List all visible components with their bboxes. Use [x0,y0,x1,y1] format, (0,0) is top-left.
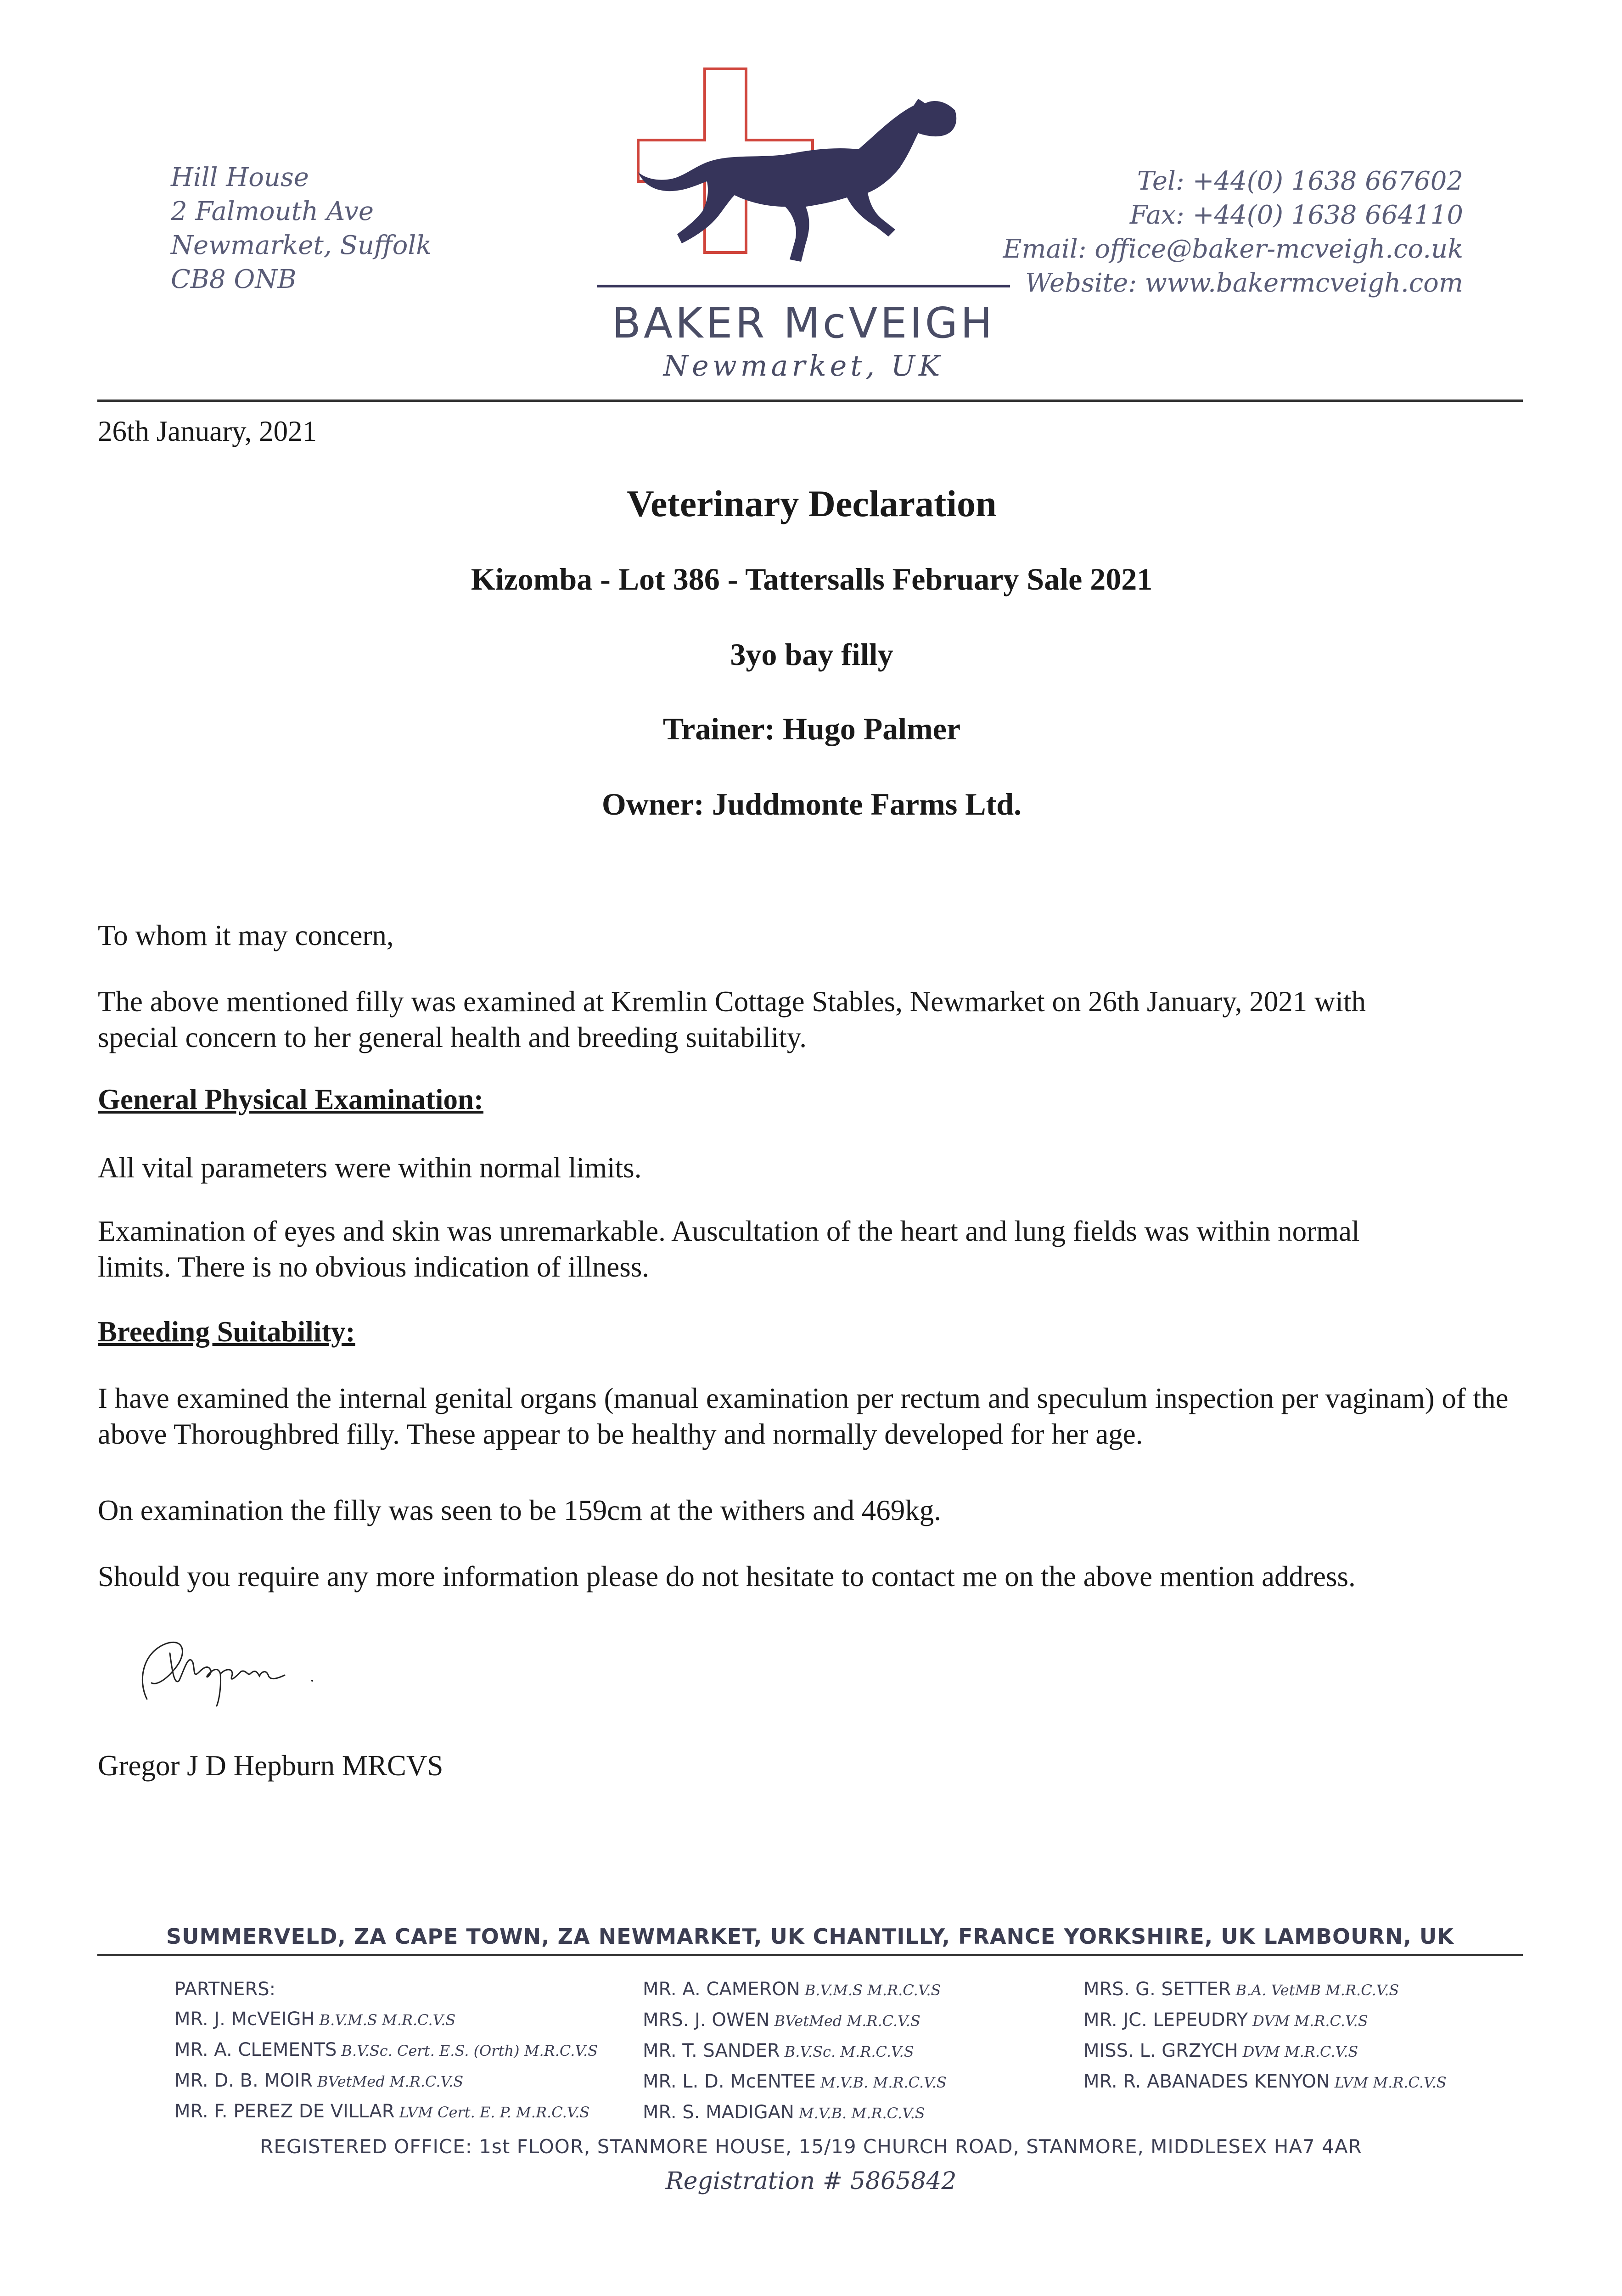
partner-entry [643,2036,947,2067]
partner-name: MR. S. MADIGAN [643,2102,794,2123]
partner-quals: BVetMed M.R.C.V.S [317,2073,464,2090]
partner-quals: M.V.B. M.R.C.V.S [820,2074,947,2091]
location-item: YORKSHIRE, UK [1064,1924,1256,1949]
partner-entry [174,2097,598,2127]
registered-office: REGISTERED OFFICE: 1st FLOOR, STANMORE HOUSE, 15/19 CHURCH ROAD, STANMORE, MIDDLESEX HA7 4AR [260,2135,1362,2158]
partner-name: MR. A. CLEMENTS [174,2039,337,2060]
partner-name: MR. D. B. MOIR [174,2070,313,2091]
partners-column-3 [1083,1975,1447,2098]
partner-name: MISS. L. GRZYCH [1083,2040,1238,2061]
phone-line: Tel: +44(0) 1638 667602 [1137,166,1463,196]
registration-number: Registration # 5865842 [665,2167,957,2195]
partner-entry [1083,2036,1447,2067]
partner-entry [643,2067,947,2098]
partner-name: MR. T. SANDER [643,2040,780,2061]
partner-entry [1083,1975,1447,2005]
signature [119,1626,331,1717]
partner-entry [643,1975,947,2005]
partner-entry [1083,2067,1447,2098]
partners-column-2 [643,1975,947,2128]
partner-entry [643,2005,947,2036]
brand-name: BAKER McVEIGH [612,298,995,348]
partner-entry [643,2098,947,2128]
partner-quals: B.V.Sc. Cert. E.S. (Orth) M.R.C.V.S [341,2042,598,2060]
horse-icon [638,99,956,262]
location-item: CAPE TOWN, ZA [394,1924,590,1949]
partner-name: MR. L. D. McENTEE [643,2071,816,2092]
partner-name: MRS. J. OWEN [643,2009,770,2031]
document-title: Veterinary Declaration [627,483,997,524]
intro-paragraph: The above mentioned filly was examined at Kremlin Cottage Stables, Newmarket on 26th January, 2021 with special concern to her general health and breeding suitability. [98,985,1366,1053]
address-line: 2 Falmouth Ave [171,197,374,226]
partner-entry [174,2035,598,2066]
fax-line: Fax: +44(0) 1638 664110 [1129,200,1463,230]
letter-date: 26th January, 2021 [98,415,317,447]
partner-entry [174,2066,598,2097]
brand-location: Newmarket, UK [663,349,944,383]
partner-name: MR. J. McVEIGH [174,2009,315,2030]
location-item: LAMBOURN, UK [1263,1924,1454,1949]
company-contact [1003,164,1463,300]
partners-column-1 [174,1975,598,2127]
breeding-paragraph-1: I have examined the internal genital organs (manual examination per rectum and speculum inspection per vaginam) of the above Thoroughbred filly. These appear to be healthy and normally developed for her age. [98,1382,1509,1450]
owner-line: Owner: Juddmonte Farms Ltd. [601,787,1022,822]
partner-quals: B.V.Sc. M.R.C.V.S [784,2043,914,2060]
location-item: NEWMARKET, UK [598,1924,805,1949]
website-line: Website: www.bakermcveigh.com [1025,268,1463,298]
logo-rule [597,285,1010,287]
section-heading-physical: General Physical Examination: [98,1083,483,1115]
company-address [171,161,432,297]
partner-quals: DVM M.R.C.V.S [1252,2012,1368,2030]
location-item: CHANTILLY, FRANCE [813,1924,1056,1949]
partner-name: MRS. G. SETTER [1083,1979,1231,2000]
salutation: To whom it may concern, [98,919,394,951]
partner-quals: DVM M.R.C.V.S [1242,2043,1358,2060]
partner-name: MR. F. PEREZ DE VILLAR [174,2101,395,2122]
partner-quals: B.V.M.S M.R.C.V.S [804,1981,941,1999]
signatory-name: Gregor J D Hepburn MRCVS [98,1750,443,1782]
section-heading-breeding: Breeding Suitability: [98,1316,355,1348]
partner-quals: LVM Cert. E. P. M.R.C.V.S [399,2104,590,2121]
partner-name: MR. A. CAMERON [643,1979,800,2000]
partner-name: MR. R. ABANADES KENYON [1083,2071,1330,2092]
closing-paragraph: Should you require any more information please do not hesitate to contact me on the above mention address. [98,1560,1356,1593]
address-line: Newmarket, Suffolk [171,231,432,260]
partner-quals: B.A. VetMB M.R.C.V.S [1235,1981,1399,1999]
breeding-paragraph-2: On examination the filly was seen to be 159cm at the withers and 469kg. [98,1494,942,1526]
trainer-line: Trainer: Hugo Palmer [662,711,961,746]
partner-entry [174,2004,598,2035]
partner-entry [1083,2005,1447,2036]
partner-quals: BVetMed M.R.C.V.S [774,2012,920,2030]
address-line: Hill House [171,163,309,192]
partner-quals: LVM M.R.C.V.S [1334,2074,1447,2091]
physical-paragraph-1: All vital parameters were within normal limits. [98,1152,642,1184]
footer-divider [97,1954,1523,1956]
lot-subject: Kizomba - Lot 386 - Tattersalls February Sale 2021 [471,562,1153,597]
partner-name: MR. JC. LEPEUDRY [1083,2009,1248,2031]
partner-quals: M.V.B. M.R.C.V.S [798,2105,925,2122]
office-locations [97,1924,1523,1949]
horse-description: 3yo bay filly [730,637,893,672]
partner-quals: B.V.M.S M.R.C.V.S [319,2011,456,2029]
partners-label: PARTNERS: [174,1979,276,2000]
header-divider [97,400,1523,402]
location-item: SUMMERVELD, ZA [166,1924,387,1949]
address-line: CB8 ONB [171,264,297,294]
physical-paragraph-2: Examination of eyes and skin was unremarkable. Auscultation of the heart and lung fields was within normal limits. There is no obvious indication of illness. [98,1215,1360,1283]
email-line: Email: office@baker-mcveigh.co.uk [1003,234,1463,264]
